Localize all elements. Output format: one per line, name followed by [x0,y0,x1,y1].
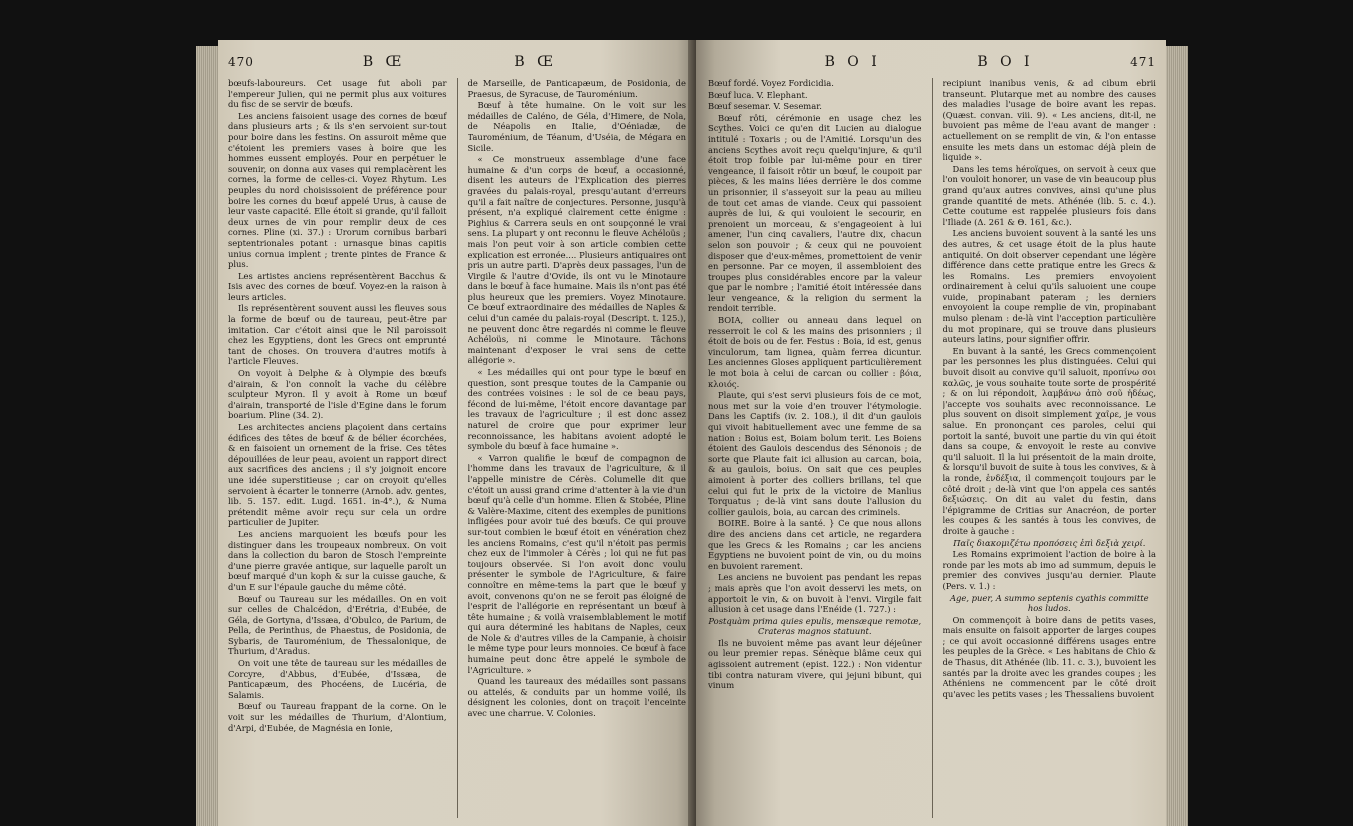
right-running-head-b: B O I [977,54,1034,70]
paragraph: « Varron qualifie le bœuf de compagnon de l'homme dans les travaux de l'agriculture, & il l'appelle ministre de Cérès. Columelle dit que c'étoit un aussi grand crime d'attenter à la vie d'un bœuf qu'à celle d'un homme. Elien & Stobée, Pline & Valère-Maxime, citent des exemples de punitions infligées pour avoir tué des bœufs. Ce qui prouve sur-tout combien le bœuf étoit en vénération chez les anciens Romains, c'est qu'il n'étoit pas permis chez eux de l'immoler à Cérès ; loi qui ne fut pas toujours observée. Si l'on avoit donc voulu présenter le symbole de l'Agriculture, & faire connoître en même-tems la part que le bœuf y avoit, convenons qu'on ne se feroit pas éloigné de l'esprit de l'allégorie en représentant un bœuf à tête humaine ; & voilà vraisemblablement le motif qui aura déterminé les habitans de Naples, ceux de Nole & d'autres villes de la Campanie, à choisir le même type pour leurs monnoies. Ce bœuf à face humaine peut donc être appelé le symbole de l'Agriculture. » [467,452,686,675]
paragraph: Bœuf à tête humaine. On le voit sur les médailles de Caléno, de Géla, d'Himere, de Nola, de Néapolis en Italie, d'Oéniadæ, de Tauroménium, de Téanum, d'Uséia, de Mégara en Sicile. [467,100,686,153]
paragraph: Bœuf ou Taureau sur les médailles. On en voit sur celles de Chalcédon, d'Erétria, d'Eubée, de Géla, de Gortyna, d'Issæa, d'Obulco, de Parium, de Pella, de Perinthus, de Phaestus, de Posidonia, de Sybaris, de Tauroménium, de Thessalonique, de Thurium, d'Aradus. [228,593,447,657]
right-page [696,40,1166,826]
right-page-column-1 [708,78,922,818]
paragraph: Les artistes anciens représentèrent Bacchus & Isis avec des cornes de bœuf. Voyez-en la raison à leurs articles. [228,270,447,302]
left-running-head-a: B Œ [362,54,406,70]
paragraph: Les anciens ne buvoient pas pendant les repas ; mais après que l'on avoit desservi les mets, on apportoit le vin, & on buvoit à l'envi. Virgile fait allusion à cet usage dans l'Enéide (1. 727.) : [708,572,922,615]
paragraph: Les architectes anciens plaçoient dans certains édifices des têtes de bœuf & de bélier écorchées, & en faisoient un ornement de la frise. Ces têtes dépouillées de leur peau, avoient un rapport direct aux sacrifices des anciens ; il s'y joignoit encore une idée superstitieuse ; car on croyoit qu'elles servoient à écarter le tonnerre (Arnob. adv. gentes, lib. 5. 157. edit. Lugd. 1651. in-4°.), & Numa prétendit même avoir reçu sur cela un ordre particulier de Jupiter. [228,422,447,528]
paragraph: Bœuf rôti, cérémonie en usage chez les Scythes. Voici ce qu'en dit Lucien au dialogue intitulé : Toxaris ; ou de l'Amitié. Lorsqu'un des anciens Scythes avoit reçu quelqu'injure, & qu'il étoit trop foible par lui-même pour en tirer vengeance, il faisoit rôtir un bœuf, le coupoit par pièces, & les mains liées derrière le dos comme un prisonnier, il s'asseyoit sur la peau au milieu de tout cet amas de viande. Ceux qui passoient auprès de lui, & qui vouloient le secourir, en prenoient un morceau, & s'engageoient à lui amener, l'un cinq cavaliers, l'autre dix, chacun selon son pouvoir ; & ceux qui ne pouvoient disposer que d'eux-mêmes, promettoient de venir en personne. Par ce moyen, il assembloient des troupes plus considérables encore par la valeur que par le nombre ; l'amitié étoit intéressée dans leur vengeance, & la religion du serment la rendoit terrible. [708,112,922,314]
column-divider [457,78,458,818]
paragraph: Les anciens buvoient souvent à la santé les uns des autres, & cet usage étoit de la plus haute antiquité. On doit observer cependant une légère différence dans cette pratique entre les Grecs & les Romains. Les premiers envoyoient ordinairement à celui qu'ils saluoient une coupe vuide, propinabant pateram ; les derniers envoyoient la coupe remplie de vin, propinabant mulso plenam : de-là vint l'acception particulière du mot propinare, qui se trouve dans plusieurs auteurs latins, pour signifier offrir. [942,228,1156,345]
paragraph: Quand les taureaux des médailles sont passans ou attelés, & conduits par un homme voilé, ils désignent les colonies, dont on traçoit l'enceinte avec une charrue. V. Colonies. [467,676,686,719]
paragraph: Bœuf fordé. Voyez Fordicidia. [708,78,834,88]
paragraph: En buvant à la santé, les Grecs commençoient par les personnes les plus distinguées. Celui qui buvoit disoit au convive qu'il saluoit, προπίνω σοι καλῶς, je vous souhaite toute sorte de prospérité ; & on lui répondoit, λαμβάνω ἀπὸ σοῦ ἡδέως, j'accepte vos souhaits avec reconnoissance. Le plus souvent on disoit simplement χαῖρε, je vous salue. En prononçant ces paroles, celui qui portoit la santé, buvoit une partie du vin qui étoit dans sa coupe, & envoyoit le reste au convive qu'il saluoit. Il la lui présentoit de la main droite, & lorsqu'il buvoit de suite à tous les convives, & à la ronde, ἐνδέξια, il commençoit toujours par le côté droit ; de-là vint que l'on appela ces santés δεξιώσεις. On dit au valet du festin, dans l'épigramme de Critias sur Anacréon, de porter les coupes & les santés à tous les convives, de droite à gauche : [942,345,1156,536]
left-page-edges [196,46,218,826]
left-page-column-2 [468,78,687,818]
paragraph: Plaute, qui s'est servi plusieurs fois de ce mot, nous met sur la voie d'en trouver l'étymologie. Dans les Captifs (iv. 2. 108.), il dit d'un gaulois qui vivoit habituellement avec une femme de sa nation : Boius est, Boiam bolum terit. Les Boiens étoient des Gaulois descendus des Sénonois ; de sorte que Plaute fait ici allusion au carcan, boia, & au gaulois, boius. On sait que ces peuples aimoient à porter des colliers brillans, tel que celui qui fut le prix de la victoire de Manlius Torquatus ; de-là vint sans doute l'allusion du collier gaulois, boia, au carcan des criminels. [708,390,922,517]
left-page [218,40,696,826]
verse-quote: Age, puer, A summo septenis cyathis committe hos ludos. [949,592,1149,614]
left-page-number: 470 [228,55,254,69]
paragraph: « Les médailles qui ont pour type le bœuf en question, sont presque toutes de la Campanie ou des contrées voisines : le sol de ce beau pays, fécond de lui-même, l'étoit encore davantage par les travaux de l'agriculture ; il est donc assez naturel de croire que pour exprimer leur reconnoissance, les habitans avoient adopté le symbole du bœuf à face humaine ». [467,367,686,452]
paragraph: « Ce monstrueux assemblage d'une face humaine & d'un corps de bœuf, a occasionné, disent les auteurs de l'Explication des pierres gravées du palais-royal, presqu'autant d'erreurs qu'il a fait naître de conjectures. Personne, jusqu'à présent, n'a expliqué clairement cette énigme : Pighius & Carrera seuls en ont soupçonné le vrai sens. La plupart y ont reconnu le fleuve Achéloüs ; mais l'on peut voir à son article combien cette explication est erronée.... Plusieurs antiquaires ont pris un autre parti. D'après deux passages, l'un de Virgile & l'autre d'Ovide, ils ont vu le Minotaure dans le bœuf à face humaine. Mais ils n'ont pas été plus heureux que les premiers. Voyez Minotaure. Ce bœuf extraordinaire des médailles de Naples & celui d'un camée du palais-royal (Descript. t. 125.), ne peuvent donc être regardés ni comme le fleuve Achéloüs, ni comme le Minotaure. Tâchons maintenant d'exposer le vrai sens de cette allégorie ». [467,154,686,366]
left-page-column-1 [228,78,447,818]
paragraph: Les anciens marquoient les bœufs pour les distinguer dans les troupeaux nombreux. On voit dans la collection du baron de Stosch l'empreinte d'une pierre gravée antique, sur laquelle paroît un bœuf marqué d'un koph & sur la cuisse gauche, & d'un E sur l'épaule gauche du même côté. [228,528,447,592]
paragraph: BOIRE. Boire à la santé. } Ce que nous allons dire des anciens dans cet article, ne regardera que les Grecs & les Romains ; car les anciens Egyptiens ne buvoient point de vin, ou du moins en buvoient rarement. [708,518,922,571]
paragraph: Bœuf sesemar. V. Sesemar. [708,101,822,112]
paragraph: de Marseille, de Panticapæum, de Posidonia, de Praesus, de Syracuse, de Tauroménium. [467,78,686,99]
paragraph: On voyoit à Delphe & à Olympie des bœufs d'airain, & l'on connoît la vache du célèbre sculpteur Myron. Il y avoit à Rome un bœuf d'airain, transporté de l'isle d'Egine dans le forum boarium. Pline (34. 2). [228,368,447,421]
right-page-edges [1166,46,1188,826]
paragraph: Bœuf ou Taureau frappant de la corne. On le voit sur les médailles de Thurium, d'Alontium, d'Arpi, d'Eubée, de Magnésia en Ionie, [228,701,447,733]
paragraph: On commençoit à boire dans de petits vases, mais ensuite on faisoit apporter de larges coupes ; ce qui avoit occasionné différens usages entre les peuples de la Grèce. « Les habitans de Chio & de Thasus, dit Athénée (lib. 11. c. 3.), buvoient les santés par la droite avec les grandes coupes ; les Athéniens ne commencent par le côté droit qu'avec les petits vases ; les Thessaliens buvoient [942,614,1156,699]
verse-quote: Postquàm prima quies epulis, mensæque remotæ, Crateras magnos statuunt. [708,615,922,637]
greek-verse-quote: Παῖς διακομιζέτω προπόσεις ἐπὶ δεξιὰ χειρί. [953,537,1146,548]
right-page-header [708,54,1156,74]
column-divider [932,78,933,818]
left-running-head-b: B Œ [514,54,558,70]
paragraph: recipiunt inanibus venis, & ad cibum ebrii transeunt. Plutarque met au nombre des causes des maladies l'usage de boire avant les repas. (Quæst. convan. viii. 9). « Les anciens, dit-il, ne buvoient pas même de l'eau avant de manger : actuellement on se remplit de vin, & l'on entasse ensuite les mets dans un estomac déjà plein de liquide ». [942,78,1156,163]
right-running-head-a: B O I [824,54,881,70]
paragraph: BOIA, collier ou anneau dans lequel on resserroit le col & les mains des prisonniers ; il étoit de bois ou de fer. Festus : Boia, id est, genus vinculorum, tam lignea, quàm ferrea dicuntur. Les anciennes Gloses appliquent particulièrement le mot boia à celui de carcan ou collier : βόια, κλοιός. [708,315,922,389]
paragraph: Les anciens faisoient usage des cornes de bœuf dans plusieurs arts ; & ils s'en servoient sur-tout pour boire dans les festins. On assuroit même que c'étoient les premiers vases à boire que les hommes eussent employés. Pour en perpétuer le souvenir, on donna aux vases qui remplacèrent les cornes, la forme de celles-ci. Voyez Rhytum. Les peuples du nord choisissoient de préférence pour boire les cornes du bœuf appelé Urus, à cause de leur vaste capacité. Elle étoit si grande, qu'il falloit deux urnes de vin pour remplir deux de ces cornes. Pline (xi. 37.) : Urorum cornibus barbari septentrionales potant : urnasque binas capitis unius cornua implent ; trente pintes de France & plus. [228,110,447,270]
paragraph: Les Romains exprimoient l'action de boire à la ronde par les mots ab imo ad summum, depuis le premier des convives jusqu'au dernier. Plaute (Pers. v. 1.) : [942,549,1156,591]
right-page-column-2 [943,78,1157,818]
paragraph: Bœuf luca. V. Elephant. [708,89,808,100]
paragraph: Ils ne buvoient même pas avant leur déjeûner ou leur premier repas. Sénèque blâme ceux qui agissoient autrement (epist. 122.) : Non videntur tibi contra naturam vivere, qui jejuni bibunt, qui vinum [708,637,922,691]
paragraph: Ils représentèrent souvent aussi les fleuves sous la forme de bœuf ou de taureau, peut-être par imitation. Car c'étoit ainsi que le Nil paroissoit chez les Egyptiens, dont les Grecs ont emprunté tant de choses. On trouvera d'autres motifs à l'article Fleuves. [228,303,447,367]
paragraph: bœufs-laboureurs. Cet usage fut aboli par l'empereur Julien, qui ne permit plus aux voitures du fisc de se servir de bœufs. [228,78,447,110]
paragraph: On voit une tête de taureau sur les médailles de Corcyre, d'Abbus, d'Eubée, d'Issæa, de Panticapæum, des Phocéens, de Lucéria, de Salamis. [228,658,447,700]
right-page-number: 471 [1130,55,1156,69]
paragraph: Dans les tems héroïques, on servoit à ceux que l'on vouloit honorer, un vase de vin beaucoup plus grand qu'aux autres convives, ainsi qu'une plus grande quantité de mets. Athénée (lib. 5. c. 4.). Cette coutume est rappelée plusieurs fois dans l'Iliade (Δ. 261 & Θ. 161, &c.). [942,163,1156,227]
left-page-header [228,54,686,74]
